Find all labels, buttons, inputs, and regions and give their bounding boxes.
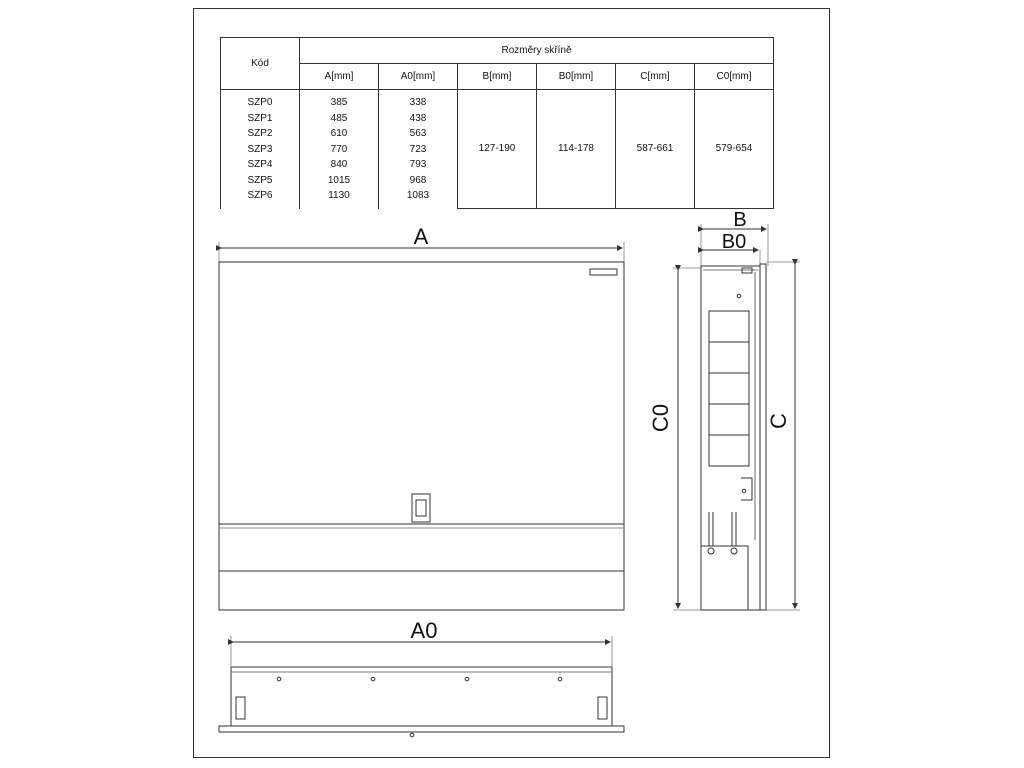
col-header-b: B[mm] <box>458 64 537 90</box>
col-header-c: C[mm] <box>616 64 695 90</box>
row-code: SZP1 <box>247 112 273 124</box>
mount-hole-icon <box>737 294 741 298</box>
row-code: SZP5 <box>247 174 273 186</box>
row-a0: 723 <box>409 143 427 155</box>
row-a: 1015 <box>327 174 351 186</box>
col-header-b0: B0[mm] <box>537 64 616 90</box>
mount-hole-icon <box>731 548 737 554</box>
cabinet-front-outline <box>219 262 624 610</box>
manifold-panel <box>709 311 749 466</box>
row-code: SZP2 <box>247 128 273 139</box>
label-b0: B0 <box>721 231 747 253</box>
mount-hole-icon <box>742 489 746 493</box>
mount-hole-icon <box>410 733 414 737</box>
mount-hole-icon <box>277 677 281 681</box>
col-header-c0: C0[mm] <box>695 64 774 90</box>
row-a0: 438 <box>409 112 427 124</box>
row-a0: 968 <box>409 174 427 186</box>
cabinet-plan-outline <box>231 667 612 726</box>
mount-hole-icon <box>465 677 469 681</box>
side-bracket <box>741 478 752 500</box>
plan-bracket-right <box>598 697 607 719</box>
plan-front-frame <box>219 726 624 732</box>
b0-value: 114-178 <box>537 90 616 209</box>
row-a0: 1083 <box>406 190 430 201</box>
row-code: SZP4 <box>247 159 273 170</box>
col-header-a: A[mm] <box>300 64 379 90</box>
side-front-frame <box>760 264 766 610</box>
c-value: 587-661 <box>616 90 695 209</box>
plan-view <box>219 636 624 737</box>
row-a: 485 <box>330 112 348 124</box>
door-lock-icon <box>412 494 430 522</box>
label-c0: C0 <box>648 403 673 433</box>
row-a: 385 <box>330 97 348 108</box>
row-a0: 563 <box>409 128 427 139</box>
label-a0: A0 <box>410 618 438 643</box>
row-a0: 793 <box>409 159 427 170</box>
c0-value: 579-654 <box>695 90 774 209</box>
row-a0: 338 <box>409 97 427 108</box>
row-a: 770 <box>330 143 348 155</box>
code-header: Kód <box>221 38 300 90</box>
mount-hole-icon <box>558 677 562 681</box>
row-a: 840 <box>330 159 348 170</box>
row-code: SZP3 <box>247 143 273 155</box>
row-code: SZP0 <box>247 97 273 108</box>
row-code: SZP6 <box>247 190 273 201</box>
door-lock-slot <box>416 500 426 516</box>
front-view <box>219 242 624 610</box>
row-a: 1130 <box>328 190 350 201</box>
mount-hole-icon <box>708 548 714 554</box>
label-c: C <box>766 413 791 429</box>
group-header: Rozměry skříně <box>300 38 774 64</box>
side-base-block <box>701 546 748 610</box>
col-header-a0: A0[mm] <box>379 64 458 90</box>
label-holder <box>590 269 617 275</box>
b-value: 127-190 <box>458 90 537 209</box>
cabinet-side-outline <box>701 266 760 610</box>
plan-bracket-left <box>236 697 245 719</box>
label-b: B <box>733 209 747 231</box>
row-a: 610 <box>330 128 348 139</box>
mount-hole-icon <box>371 677 375 681</box>
label-a: A <box>413 224 429 249</box>
